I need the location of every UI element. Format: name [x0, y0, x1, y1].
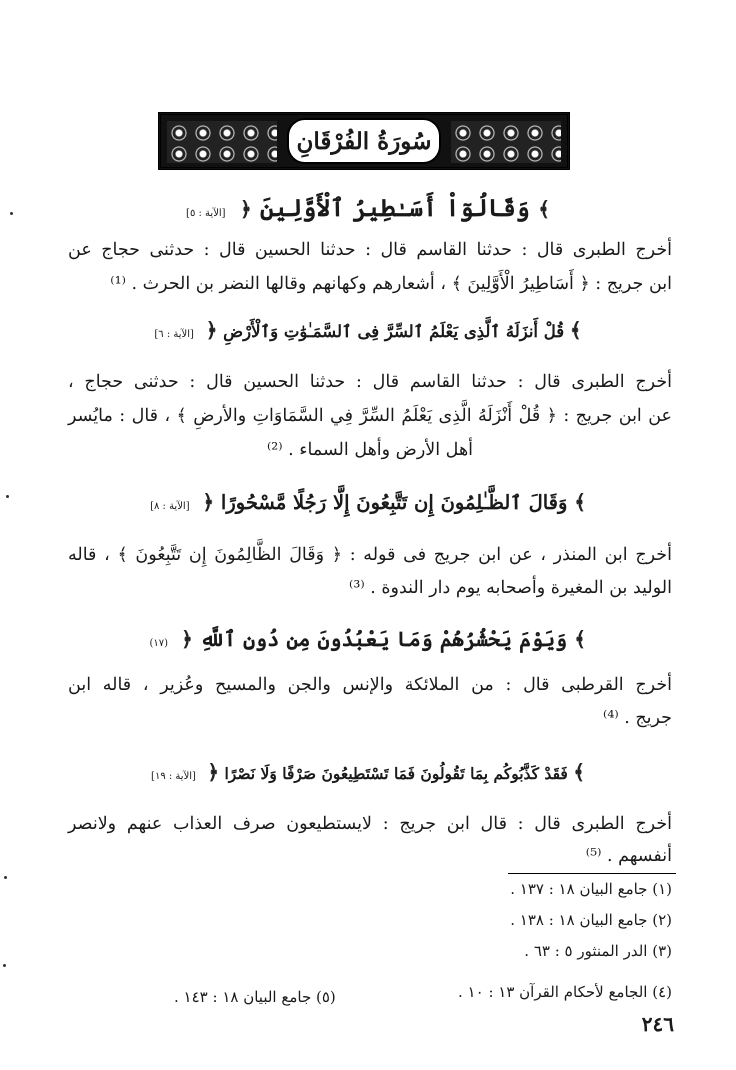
footnote-divider	[508, 873, 676, 874]
footnote: (٥) جامع البيان ١٨ : ١٤٣ .	[174, 988, 336, 1006]
verse-text: وَيَوْمَ يَحْشُرُهُمْ وَمَا يَعْبُدُونَ مِن دُونِ ٱللَّهِ	[200, 627, 568, 651]
verse-text: وَقَالَ ٱلظَّـٰلِمُونَ إِن تَتَّبِعُونَ إِلَّا رَجُلًا مَّسْحُورًا	[220, 491, 568, 514]
footnote: (١) جامع البيان ١٨ : ١٣٧ .	[510, 880, 672, 898]
footnote: (٢) جامع البيان ١٨ : ١٣٨ .	[510, 911, 672, 929]
paragraph-line: ابن جريج : ﴿ أَسَاطِيرُ الْأَوَّلِينَ ﴾ ، أشعارهم وكهانهم وقالها النضر بن الحرث . ⁽¹⁾	[110, 274, 672, 294]
right-ornament	[451, 121, 561, 163]
verse-line	[150, 627, 586, 651]
bracket-close: ﴿	[205, 318, 218, 342]
footnote: (٣) الدر المنثور ٥ : ٦٣ .	[524, 942, 672, 960]
verse-text: قُلْ أَنزَلَهُ ٱلَّذِى يَعْلَمُ ٱلسِّرَّ فِى ٱلسَّمَـٰوَٰتِ وَٱلْأَرْضِ	[223, 322, 565, 341]
bracket-open: ﴾	[569, 318, 582, 342]
bracket-close: ﴿	[207, 760, 220, 784]
paragraph-line: أنفسهم . ⁽⁵⁾	[585, 846, 672, 866]
bracket-open: ﴾	[574, 490, 586, 514]
paragraph-line: عن ابن جريج : ﴿ قُلْ أَنْزَلَهُ الَّذِى يَعْلَمُ السِّرَّ فِي السَّمَاوَاتِ والأرضِ ﴾ ، قال : مايُسر	[68, 406, 672, 426]
verse-ref: (١٧)	[149, 638, 168, 649]
bracket-close: ﴿	[202, 490, 215, 514]
paragraph-line: أخرج الطبرى قال : قال ابن جريج : لايستطيعون صرف العذاب عنهم ولانصر	[68, 814, 672, 834]
surah-title: سُورَةُ الفُرْقَانِ	[287, 118, 441, 164]
verse-ref: [الآية : ٨]	[150, 501, 190, 512]
paragraph-line: جريج . ⁽⁴⁾	[603, 708, 672, 728]
left-ornament	[167, 121, 277, 163]
paragraph-line: أخرج ابن المنذر ، عن ابن جريج فى قوله : ﴿ وَقَالَ الظَّالِمُونَ إِن تَتَّبِعُونَ ﴾ ، قاله	[68, 545, 672, 565]
paragraph-line: أخرج الطبرى قال : حدثنا القاسم قال : حدثنا الحسين قال : حدثنى حجاج عن	[68, 240, 672, 260]
verse-line	[150, 760, 586, 784]
verse-text: وَقَالُوٓاْ أَسَـٰطِيرُ ٱلْأَوَّلِينَ	[260, 193, 530, 222]
verse-ref: [الآية : ١٩]	[151, 771, 196, 782]
verse-ref: [الآية : ٦]	[154, 329, 194, 340]
bracket-open: ﴾	[573, 760, 585, 784]
verse-ref: [الآية : ٥]	[186, 208, 226, 219]
verse-line	[150, 318, 586, 342]
paragraph-line: أخرج القرطبى قال : من الملائكة والإنس والجن والمسيح وعُزير ، قاله ابن	[68, 675, 672, 695]
paragraph-line: أهل الأرض وأهل السماء . ⁽²⁾	[266, 440, 474, 460]
scan-speck	[4, 876, 7, 879]
bracket-close: ﴿	[239, 197, 252, 221]
bracket-open: ﴾	[538, 197, 550, 221]
verse-text: فَقَدْ كَذَّبُوكُم بِمَا تَقُولُونَ فَمَا تَسْتَطِيعُونَ صَرْفًا وَلَا نَصْرًا	[224, 764, 568, 783]
paragraph-line: الوليد بن المغيرة وأصحابه يوم دار الندوة . ⁽³⁾	[349, 578, 672, 598]
page-number: ٢٤٦	[641, 1012, 674, 1036]
verse-line	[150, 490, 586, 514]
scan-speck	[3, 964, 6, 967]
bracket-close: ﴿	[181, 627, 193, 651]
verse-line	[150, 193, 586, 222]
scan-speck	[10, 212, 13, 215]
bracket-open: ﴾	[574, 627, 586, 651]
paragraph-line: أخرج الطبرى قال : حدثنا القاسم قال : حدثنا الحسين قال : حدثنى حجاج ،	[68, 372, 672, 392]
scan-speck	[6, 495, 9, 498]
footnote: (٤) الجامع لأحكام القرآن ١٣ : ١٠ .	[458, 983, 672, 1001]
surah-header-banner	[158, 112, 570, 170]
